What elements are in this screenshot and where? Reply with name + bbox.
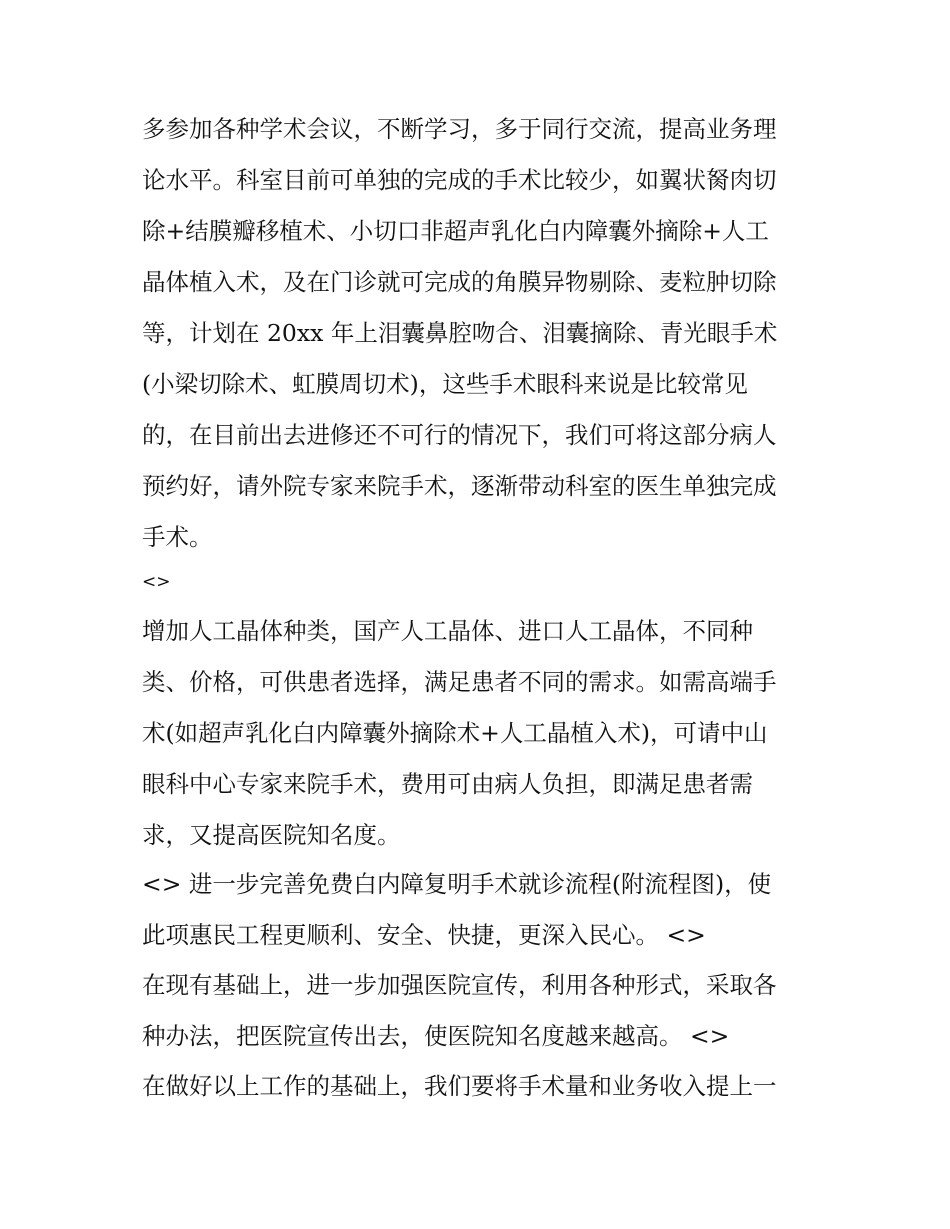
text-line-17: 此项惠民工程更顺利、安全、快捷，更深入民心。 <>	[142, 921, 706, 949]
text-line-20: 在做好以上工作的基础上，我们要将手术量和业务收入提上一	[142, 1072, 777, 1100]
text-line-14: 眼科中心专家来院手术，费用可由病人负担，即满足患者需	[142, 770, 753, 798]
text-line-16: <> 进一步完善免费白内障复明手术就诊流程(附流程图)，使	[142, 870, 772, 898]
text-line-9: 手术。	[142, 523, 213, 551]
text-line-12: 类、价格，可供患者选择，满足患者不同的需求。如需高端手	[142, 668, 777, 696]
text-line-11: 增加人工晶体种类，国产人工晶体、进口人工晶体，不同种	[142, 617, 753, 645]
text-line-4: 晶体植入术，及在门诊就可完成的角膜异物剔除、麦粒肿切除	[142, 268, 777, 296]
text-line-5: 等，计划在 20xx 年上泪囊鼻腔吻合、泪囊摘除、青光眼手术	[142, 319, 778, 347]
text-line-8: 预约好，请外院专家来院手术，逐渐带动科室的医生单独完成	[142, 472, 777, 500]
text-line-13: 术(如超声乳化白内障囊外摘除术+人工晶植入术)，可请中山	[142, 719, 768, 747]
text-line-19: 种办法，把医院宣传出去，使医院知名度越来越高。 <>	[142, 1022, 730, 1050]
text-line-6: (小梁切除术、虹膜周切术)，这些手术眼科来说是比较常见	[142, 370, 748, 398]
text-line-3: 除+结膜瓣移植术、小切口非超声乳化白内障囊外摘除+人工	[142, 217, 769, 245]
text-line-18: 在现有基础上，进一步加强医院宣传，利用各种形式，采取各	[142, 971, 777, 999]
text-line-10: <>	[142, 572, 171, 592]
text-line-2: 论水平。科室目前可单独的完成的手术比较少，如翼状胬肉切	[142, 166, 777, 194]
text-line-1: 多参加各种学术会议，不断学习，多于同行交流，提高业务理	[142, 115, 777, 143]
text-line-15: 求，又提高医院知名度。	[142, 821, 401, 849]
text-line-7: 的，在目前出去进修还不可行的情况下，我们可将这部分病人	[142, 421, 777, 449]
